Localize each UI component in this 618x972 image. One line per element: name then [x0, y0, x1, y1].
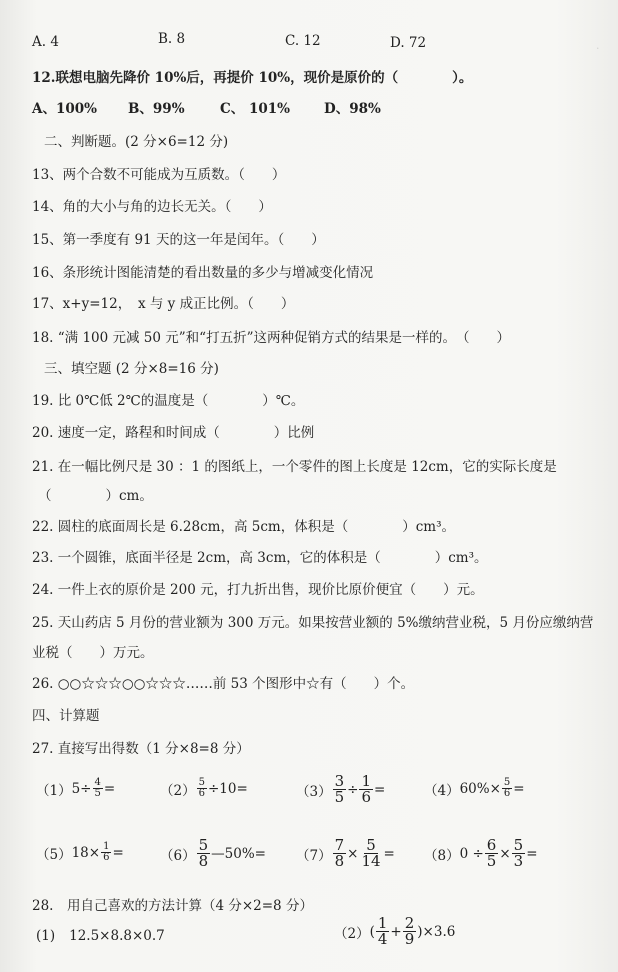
question-24: 24. 一件上衣的原价是 200 元，打九折出售，现价比原价便宜（ ）元。 [32, 582, 484, 598]
calc-2: （2） $\frac{5}{6}$ ÷10= [160, 777, 248, 799]
calc-28-1: (1) 12.5×8.8×0.7 [36, 928, 165, 944]
option-a: A、100% [32, 101, 97, 117]
question-17: 17、x+y=12， x 与 y 成正比例。（ ） [32, 296, 295, 312]
question-28: 28. 用自己喜欢的方法计算（4 分×2=8 分） [32, 898, 313, 914]
fraction: $\frac{1}{4}$ [377, 914, 388, 948]
option-d: D. 72 [390, 35, 427, 51]
section-3-title: 三、填空题 (2 分×8=16 分) [44, 361, 219, 377]
calc-4: （4） 60%× $\frac{5}{6}$ = [424, 777, 525, 799]
calc-3: （3） $\frac{3}{5}$ ÷ $\frac{1}{6}$ = [296, 772, 386, 806]
calc-28-2: （2） ( $\frac{1}{4}$ + $\frac{2}{9}$ )×3.6 [334, 914, 456, 948]
question-21: 21. 在一幅比例尺是 30 ：1 的图纸上，一个零件的图上长度是 12cm，它的实际长度是 [32, 459, 557, 475]
calc-1: （1） 5÷ $\frac{4}{5}$ = [36, 777, 116, 799]
question-12: 12.联想电脑先降价 10%后，再提价 10%，现价是原价的（ ）。 [32, 70, 473, 86]
fraction: $\frac{1}{6}$ [103, 841, 110, 863]
section-4-title: 四、计算题 [32, 708, 100, 724]
question-14: 14、角的大小与角的边长无关。（ ） [32, 199, 272, 215]
option-c: C. 12 [285, 33, 321, 49]
fraction: $\frac{5}{6}$ [198, 777, 205, 799]
question-26: 26. ○○☆☆☆○○☆☆☆……前 53 个图形中☆有（ ）个。 [32, 676, 415, 692]
calc-8: （8） 0 ÷ $\frac{6}{5}$ × $\frac{5}{3}$ = [424, 836, 538, 870]
question-18: 18. “满 100 元减 50 元”和“打五折”这两种促销方式的结果是一样的。 （ ） [32, 330, 510, 346]
fraction: $\frac{5}{14}$ [361, 836, 381, 870]
question-20: 20. 速度一定，路程和时间成（ ）比例 [32, 425, 315, 441]
fraction: $\frac{4}{5}$ [94, 777, 101, 799]
option-b: B、99% [128, 101, 185, 117]
question-19: 19. 比 0℃低 2℃的温度是（ ）℃。 [32, 393, 305, 409]
question-25: 25. 天山药店 5 月份的营业额为 300 万元。如果按营业额的 5%缴纳营业税，5 月份应缴纳营 [32, 615, 594, 631]
calc-7: （7） $\frac{7}{8}$ × $\frac{5}{14}$ = [296, 836, 395, 870]
option-c: C、 101% [220, 101, 290, 117]
question-16: 16、条形统计图能清楚的看出数量的多少与增减变化情况 [32, 265, 374, 281]
question-23: 23. 一个圆锥，底面半径是 2cm，高 3cm，它的体积是（ ）cm³。 [32, 550, 488, 566]
fraction: $\frac{7}{8}$ [334, 836, 345, 870]
question-13: 13、两个合数不可能成为互质数。（ ） [32, 167, 286, 183]
fraction: $\frac{1}{6}$ [361, 772, 371, 806]
option-d: D、98% [324, 101, 381, 117]
question-25-cont: 业税（ ）万元。 [32, 645, 154, 661]
fraction: $\frac{3}{5}$ [334, 772, 345, 806]
fraction: $\frac{5}{6}$ [503, 777, 511, 799]
option-a: A. 4 [32, 34, 59, 50]
calc-6: （6） $\frac{5}{8}$ —50%= [160, 836, 266, 870]
fraction: $\frac{2}{9}$ [404, 914, 415, 948]
question-15: 15、第一季度有 91 天的这一年是闰年。（ ） [32, 232, 325, 248]
bleed-through-mark: · [596, 42, 600, 55]
question-27: 27. 直接写出得数（1 分×8=8 分） [32, 741, 250, 757]
option-b: B. 8 [158, 31, 186, 47]
question-21-cont: （ ）cm。 [38, 488, 153, 504]
question-22: 22. 圆柱的底面周长是 6.28cm，高 5cm，体积是（ ）cm³。 [32, 519, 455, 535]
fraction: $\frac{5}{8}$ [198, 836, 209, 870]
section-2-title: 二、判断题。(2 分×6=12 分) [44, 134, 229, 150]
fraction: $\frac{6}{5}$ [486, 836, 497, 870]
fraction: $\frac{5}{3}$ [513, 836, 524, 870]
calc-5: （5） 18× $\frac{1}{6}$ = [36, 841, 124, 863]
